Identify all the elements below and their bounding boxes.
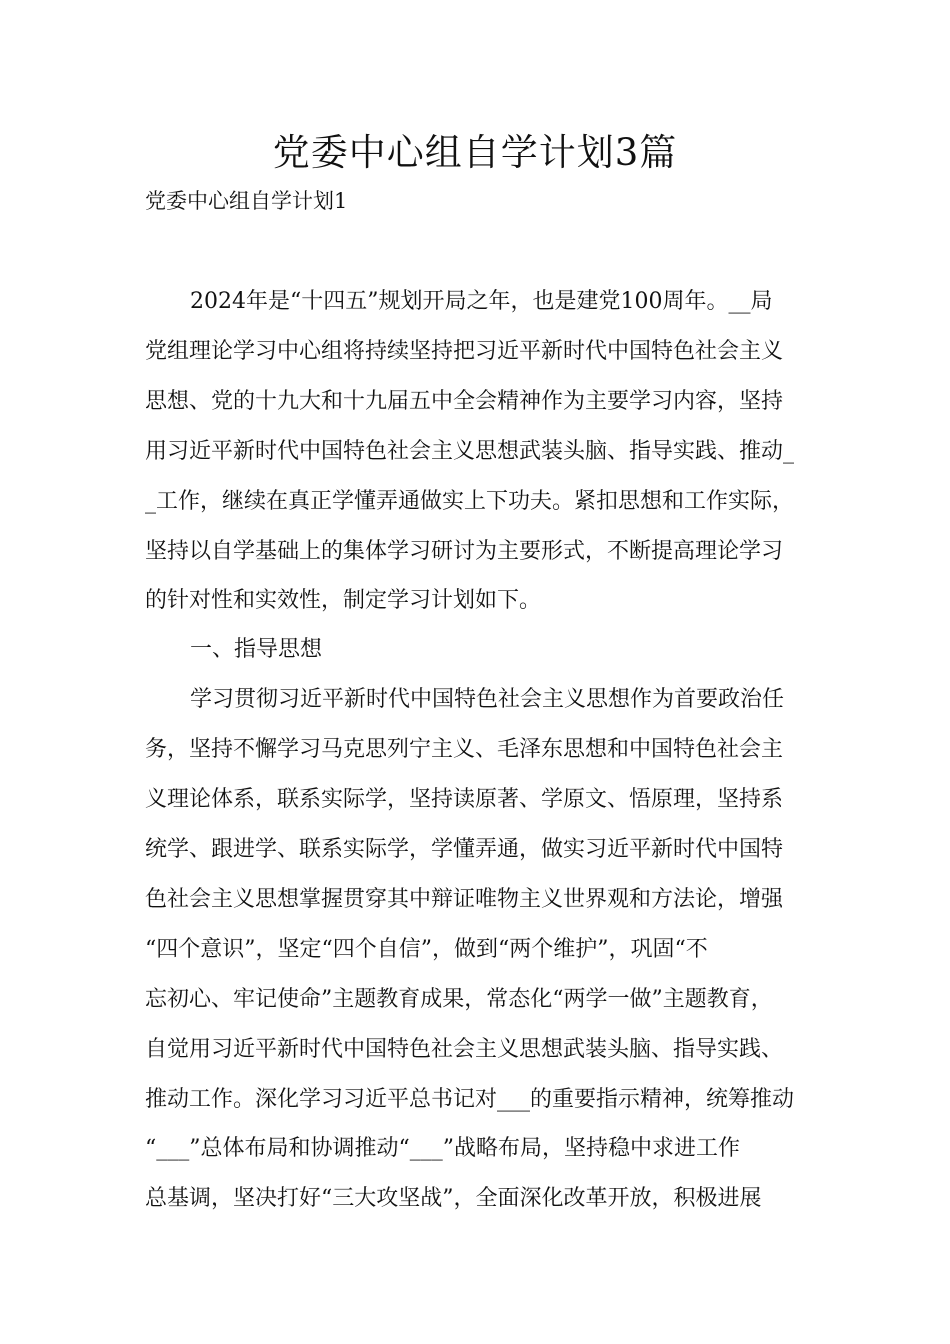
section-heading: 一、指导思想 bbox=[190, 637, 323, 662]
paragraph-line: 用习近平新时代中国特色社会主义思想武装头脑、指导实践、推动_ bbox=[145, 439, 795, 464]
paragraph-line: 坚持以自学基础上的集体学习研讨为主要形式，不断提高理论学习 bbox=[145, 539, 784, 564]
paragraph-line: 的针对性和实效性，制定学习计划如下。 bbox=[145, 588, 542, 613]
paragraph-line: 统学、跟进学、联系实际学，学懂弄通，做实习近平新时代中国特 bbox=[145, 837, 784, 862]
paragraph-line: 色社会主义思想掌握贯穿其中辩证唯物主义世界观和方法论，增强 bbox=[145, 887, 784, 912]
paragraph-line: 2024年是“十四五”规划开局之年，也是建党100周年。__局 bbox=[190, 289, 773, 314]
paragraph-line: 党组理论学习中心组将持续坚持把习近平新时代中国特色社会主义 bbox=[145, 339, 784, 364]
paragraph-line: 务，坚持不懈学习马克思列宁主义、毛泽东思想和中国特色社会主 bbox=[145, 737, 784, 762]
paragraph-line: “___”总体布局和协调推动“___”战略布局，坚持稳中求进工作 bbox=[145, 1136, 740, 1161]
paragraph-line: 推动工作。深化学习习近平总书记对___的重要指示精神，统筹推动 bbox=[145, 1087, 795, 1112]
document-title: 党委中心组自学计划3篇 bbox=[272, 131, 678, 174]
paragraph-line: 自觉用习近平新时代中国特色社会主义思想武装头脑、指导实践、 bbox=[145, 1037, 784, 1062]
paragraph-line: 学习贯彻习近平新时代中国特色社会主义思想作为首要政治任 bbox=[190, 687, 785, 712]
paragraph-line: 总基调，坚决打好“三大攻坚战”，全面深化改革开放，积极进展 bbox=[145, 1186, 762, 1211]
paragraph-line: “四个意识”，坚定“四个自信”，做到“两个维护”，巩固“不 bbox=[145, 937, 708, 962]
paragraph-line: 忘初心、牢记使命”主题教育成果，常态化“两学一做”主题教育， bbox=[145, 987, 773, 1012]
paragraph-line: 思想、党的十九大和十九届五中全会精神作为主要学习内容，坚持 bbox=[145, 389, 784, 414]
document-subtitle: 党委中心组自学计划1 bbox=[145, 189, 348, 213]
paragraph-line: 义理论体系，联系实际学，坚持读原著、学原文、悟原理，坚持系 bbox=[145, 787, 784, 812]
paragraph-line: _工作，继续在真正学懂弄通做实上下功夫。紧扣思想和工作实际， bbox=[145, 489, 795, 514]
